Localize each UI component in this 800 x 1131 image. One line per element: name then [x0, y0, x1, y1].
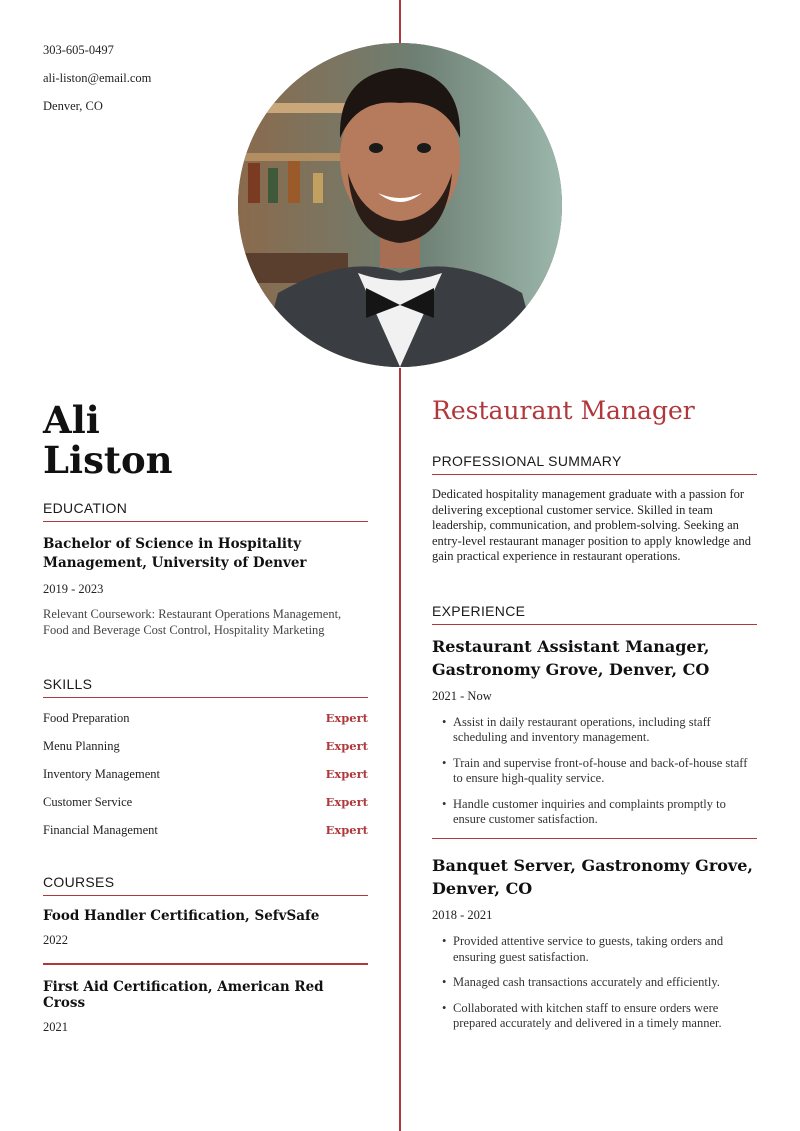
headline: Restaurant Manager — [432, 396, 695, 425]
skills-heading: SKILLS — [43, 676, 368, 698]
skill-name: Inventory Management — [43, 766, 160, 781]
job-dates: 2018 - 2021 — [432, 908, 493, 922]
course-divider — [43, 963, 368, 965]
courses-section — [43, 874, 368, 1035]
column-divider — [399, 368, 401, 1131]
profile-photo — [238, 43, 562, 367]
candidate-name — [43, 400, 173, 480]
job-bullet: • Handle customer inquiries and complaints promptly to ensure customer satisfaction. — [442, 797, 757, 828]
skills-section — [43, 676, 368, 844]
skill-row — [43, 732, 368, 760]
skill-name: Financial Management — [43, 822, 158, 837]
skill-level: Expert — [325, 795, 368, 809]
contact-block — [43, 43, 151, 127]
skill-row — [43, 788, 368, 816]
right-column — [432, 396, 757, 1042]
job-title: Banquet Server, Gastronomy Grove, Denver, CO — [432, 856, 753, 898]
job-dates: 2021 - Now — [432, 688, 492, 703]
summary-heading: PROFESSIONAL SUMMARY — [432, 453, 757, 475]
course-name: Food Handler Certification, SefvSafe — [43, 908, 320, 924]
coursework: Relevant Coursework: Restaurant Operations Management, Food and Beverage Cost Control, Hospitality Marketing — [43, 607, 342, 637]
summary-section — [432, 453, 757, 565]
skill-name: Customer Service — [43, 794, 133, 809]
first-name: Ali — [43, 398, 100, 442]
phone: 303-605-0497 — [43, 43, 114, 57]
education-heading: EDUCATION — [43, 500, 368, 522]
summary-text: Dedicated hospitality management graduate with a passion for delivering exceptional customer service. Skilled in team leadership, communication, and problem-solving. Seeking an entry-level restaurant manager position to apply knowledge and gain practical experience in restaurant operations. — [432, 487, 751, 563]
last-name: Liston — [43, 438, 173, 482]
job-bullet: • Managed cash transactions accurately and efficiently. — [442, 975, 757, 991]
location: Denver, CO — [43, 99, 103, 113]
skill-name: Menu Planning — [43, 738, 120, 753]
job-bullets — [442, 934, 757, 1032]
job-bullet: • Collaborated with kitchen staff to ensure orders were prepared accurately and delivered in a timely manner. — [442, 1001, 757, 1032]
column-divider-top — [399, 0, 401, 44]
job-title: Restaurant Assistant Manager, Gastronomy Grove, Denver, CO — [432, 636, 710, 679]
course-year: 2022 — [43, 933, 68, 947]
course-year: 2021 — [43, 1019, 68, 1034]
experience-heading: EXPERIENCE — [432, 603, 757, 625]
job-bullet: • Train and supervise front-of-house and back-of-house staff to ensure high-quality service. — [442, 756, 757, 787]
job-entry — [432, 854, 757, 1032]
skill-row — [43, 760, 368, 788]
skill-level: Expert — [325, 711, 368, 725]
skill-name: Food Preparation — [43, 710, 130, 725]
courses-heading: COURSES — [43, 874, 368, 896]
left-column — [43, 500, 368, 1035]
job-entry — [432, 635, 757, 828]
experience-section — [432, 603, 757, 1032]
skill-level: Expert — [325, 767, 368, 781]
course-name: First Aid Certification, American Red Cross — [43, 978, 324, 1011]
skill-row — [43, 816, 368, 844]
email: ali-liston@email.com — [43, 71, 152, 85]
skill-level: Expert — [325, 823, 368, 837]
skill-level: Expert — [325, 739, 368, 753]
degree: Bachelor of Science in Hospitality Management, University of Denver — [43, 536, 307, 571]
job-bullet: • Assist in daily restaurant operations, including staff scheduling and inventory management. — [442, 715, 757, 746]
education-section — [43, 500, 368, 638]
job-divider — [432, 838, 757, 840]
skill-row — [43, 704, 368, 732]
job-bullet: • Provided attentive service to guests, taking orders and ensuring guest satisfaction. — [442, 934, 757, 965]
job-bullets — [442, 715, 757, 828]
education-dates: 2019 - 2023 — [43, 582, 104, 596]
